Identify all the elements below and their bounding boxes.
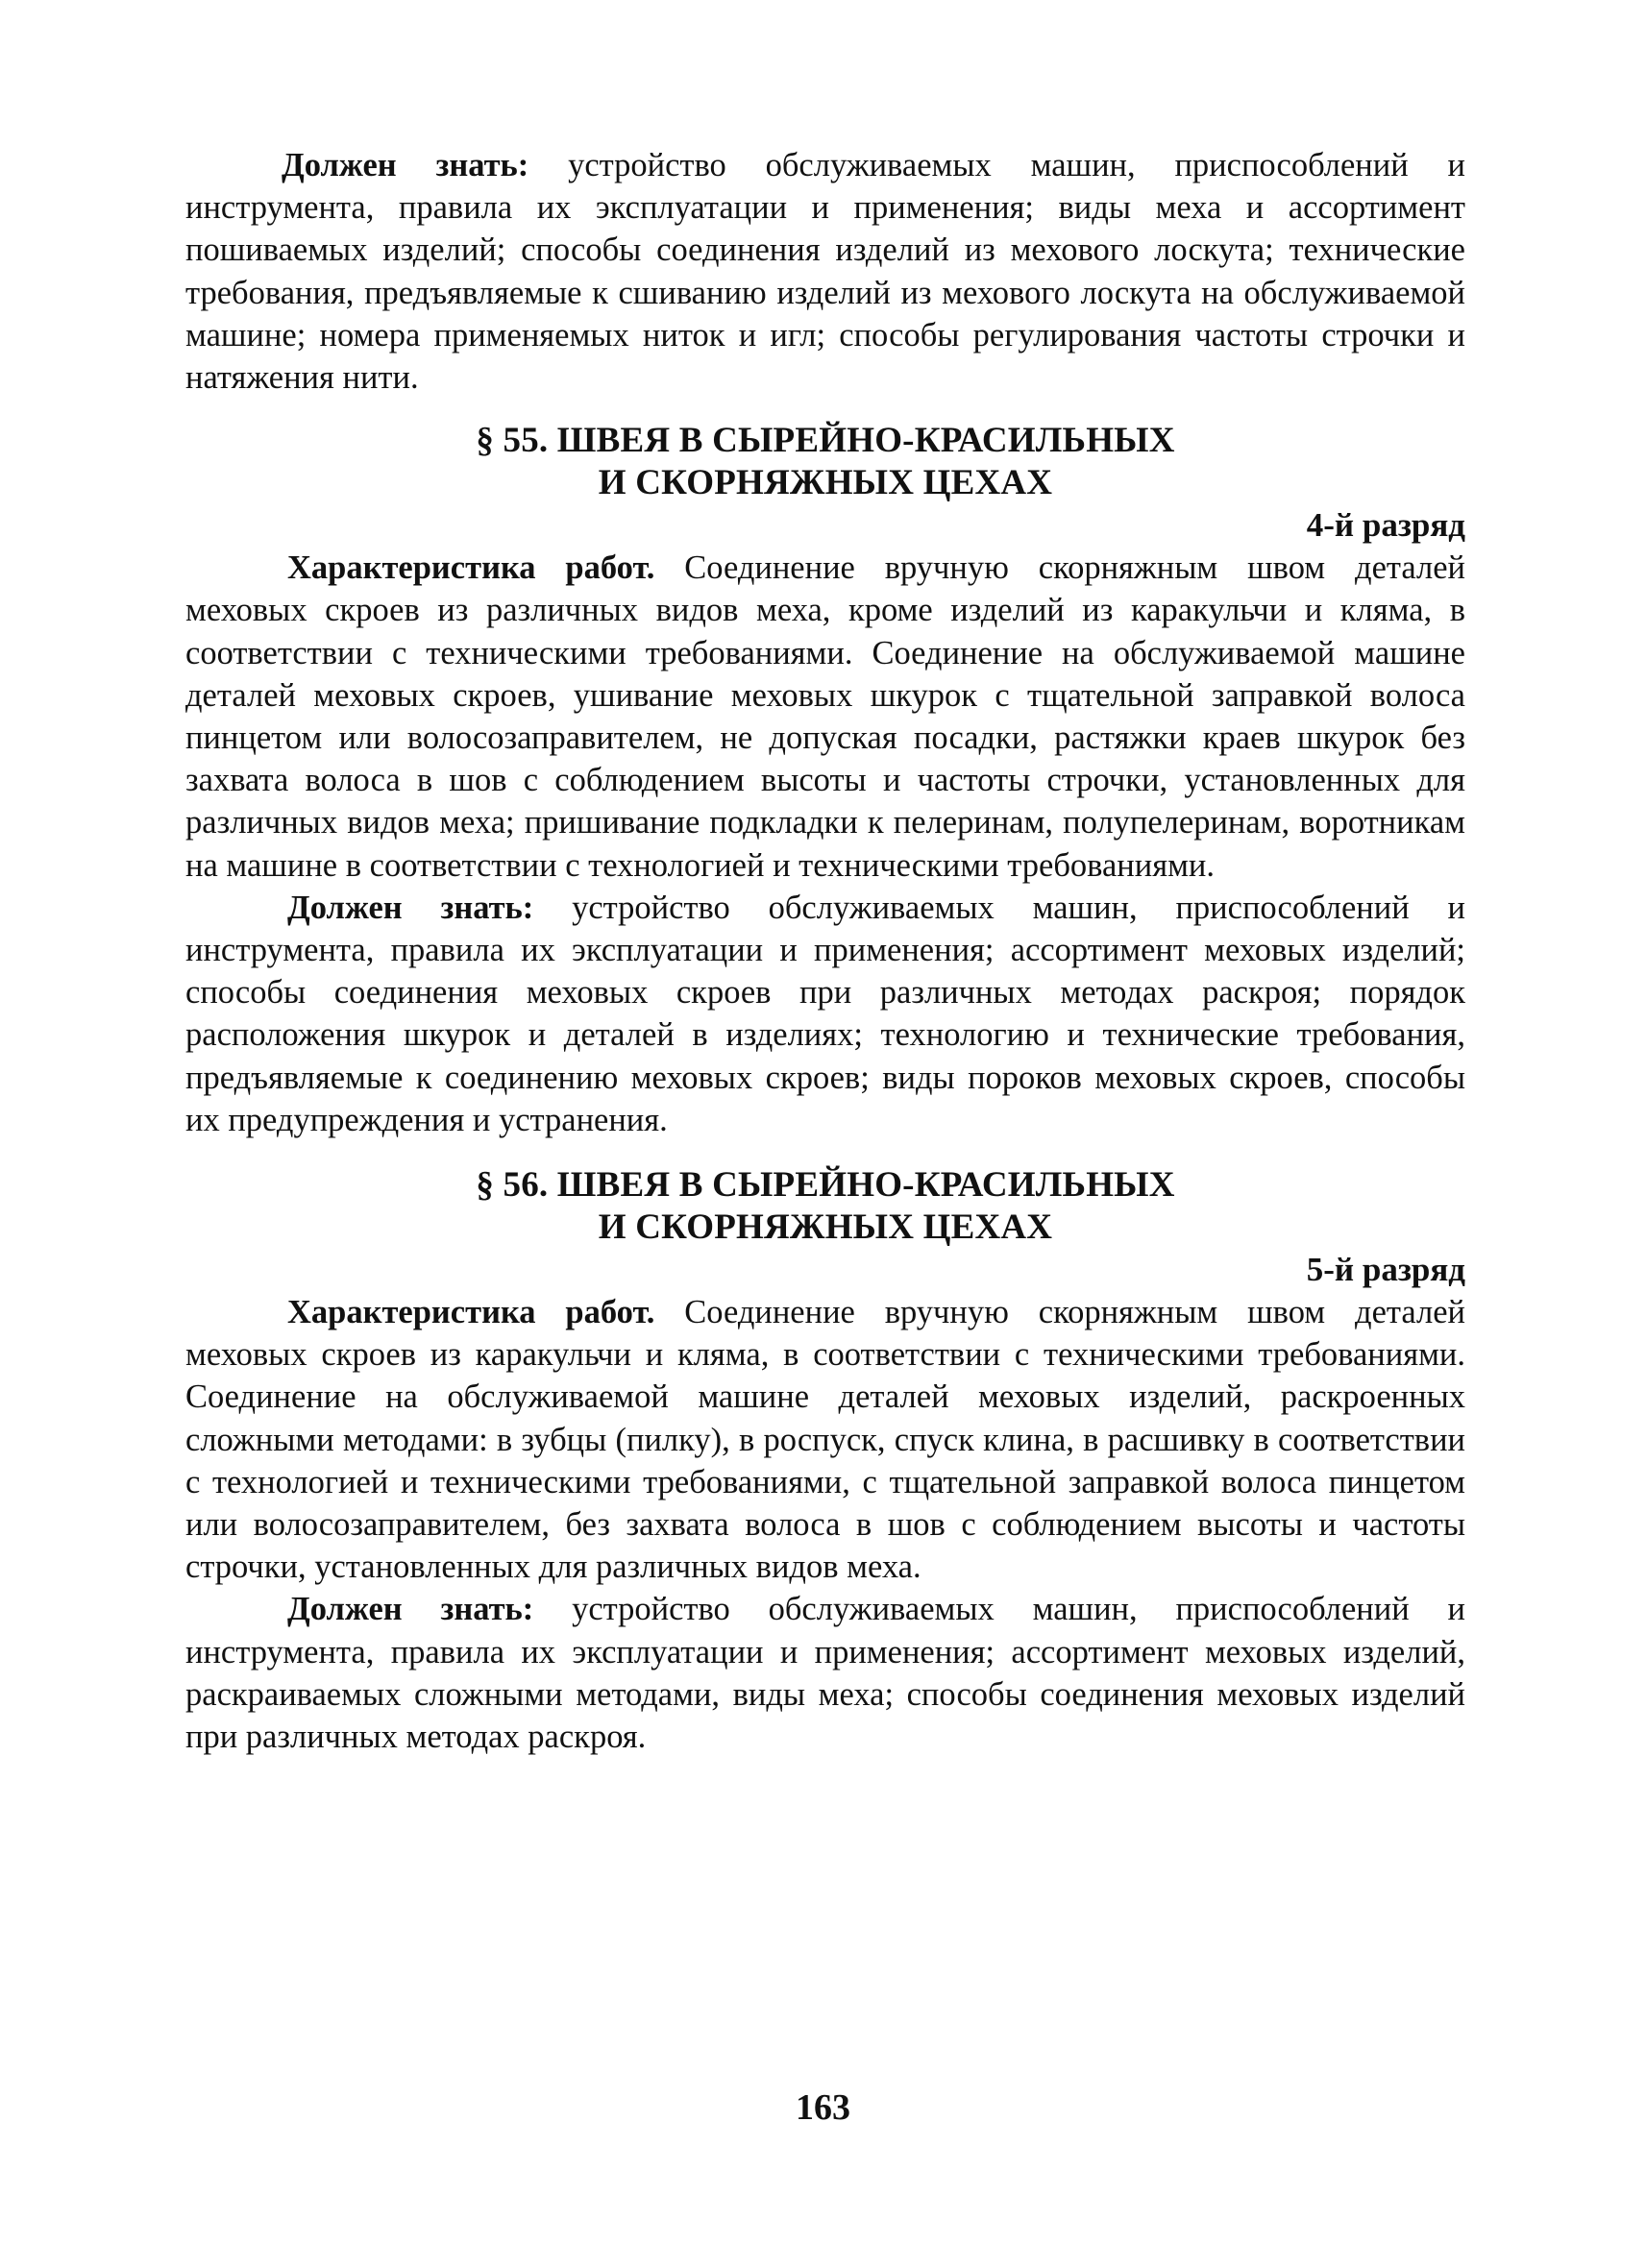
section-56-title-line1: § 56. ШВЕЯ В СЫРЕЙНО-КРАСИЛЬНЫХ [476,1165,1175,1206]
section-55-title-line1: § 55. ШВЕЯ В СЫРЕЙНО-КРАСИЛЬНЫХ [476,421,1175,461]
section-55-work-lead: Характеристика работ. [287,549,655,587]
section-56 [185,1164,1465,1758]
section-55-title-line2: И СКОРНЯЖНЫХ ЦЕХАХ [598,463,1053,503]
page-number: 163 [796,2087,850,2128]
section-56-know-lead: Должен знать: [287,1591,534,1628]
section-56-know-paragraph [185,1588,1465,1758]
section-55-grade: 4-й разряд [1306,506,1465,545]
section-56-know-text: устройство обслуживаемых машин, приспособлений и инструмента, правила их эксплуатации и применения; ассортимент меховых изделий, раскраиваемых сложными методами, виды меха; способы соединения меховых изделий при различных методах раскроя. [185,1591,1465,1756]
section-56-grade: 5-й разряд [1306,1251,1465,1289]
intro-lead: Должен знать: [282,147,529,183]
intro-paragraph [185,144,1465,399]
section-56-title [185,1164,1465,1249]
section-55-know-text: устройство обслуживаемых машин, приспособлений и инструмента, правила их эксплуатации и применения; ассортимент меховых изделий; способы соединения меховых скроев при различных методах раскроя; порядок расположения шкурок и деталей в изделиях; технологию и технические требования, предъявляемые к соединению меховых скроев; виды пороков меховых скроев, способы их предупреждения и устранения. [185,889,1465,1138]
section-56-work-paragraph [185,1291,1465,1588]
page-content [185,144,1465,1758]
section-55-know-lead: Должен знать: [287,889,534,926]
section-55-title [185,420,1465,504]
intro-text: устройство обслуживаемых машин, приспособлений и инструмента, правила их эксплуатации и применения; виды меха и ассортимент пошиваемых изделий; способы соединения изделий из мехового лоскута; технические требования, предъявляемые к сшиванию изделий из мехового лоскута на обслуживаемой машине; номера применяемых ниток и игл; способы регулирования частоты строчки и натяжения нити. [185,147,1465,397]
section-56-work-lead: Характеристика работ. [287,1294,655,1331]
section-56-work-text: Соединение вручную скорняжным швом деталей меховых скроев из каракульчи и кляма, в соответствии с техническими требованиями. Соединение на обслуживаемой машине деталей меховых изделий, раскроенных сложными методами: в зубцы (пилку), в роспуск, спуск клина, в расшивку в соответствии с технологией и техническими требованиями, с тщательной заправкой волоса пинцетом или волосозаправителем, без захвата волоса в шов с соблюдением высоты и частоты строчки, установленных для различных видов меха. [185,1294,1465,1586]
section-55-work-paragraph [185,547,1465,887]
section-55 [185,420,1465,1141]
section-55-know-paragraph [185,887,1465,1141]
section-56-title-line2: И СКОРНЯЖНЫХ ЦЕХАХ [598,1207,1053,1248]
section-55-work-text: Соединение вручную скорняжным швом деталей меховых скроев из различных видов меха, кроме изделий из каракульчи и кляма, в соответствии с техническими требованиями. Соединение на обслуживаемой машине деталей меховых скроев, ушивание меховых шкурок с тщательной заправкой волоса пинцетом или волосозаправителем, не допуская посадки, растяжки краев шкурок без захвата волоса в шов с соблюдением высоты и частоты строчки, установленных для различных видов меха; пришивание подкладки к пелеринам, полупелеринам, воротникам на машине в соответствии с технологией и техническими требованиями. [185,549,1465,884]
